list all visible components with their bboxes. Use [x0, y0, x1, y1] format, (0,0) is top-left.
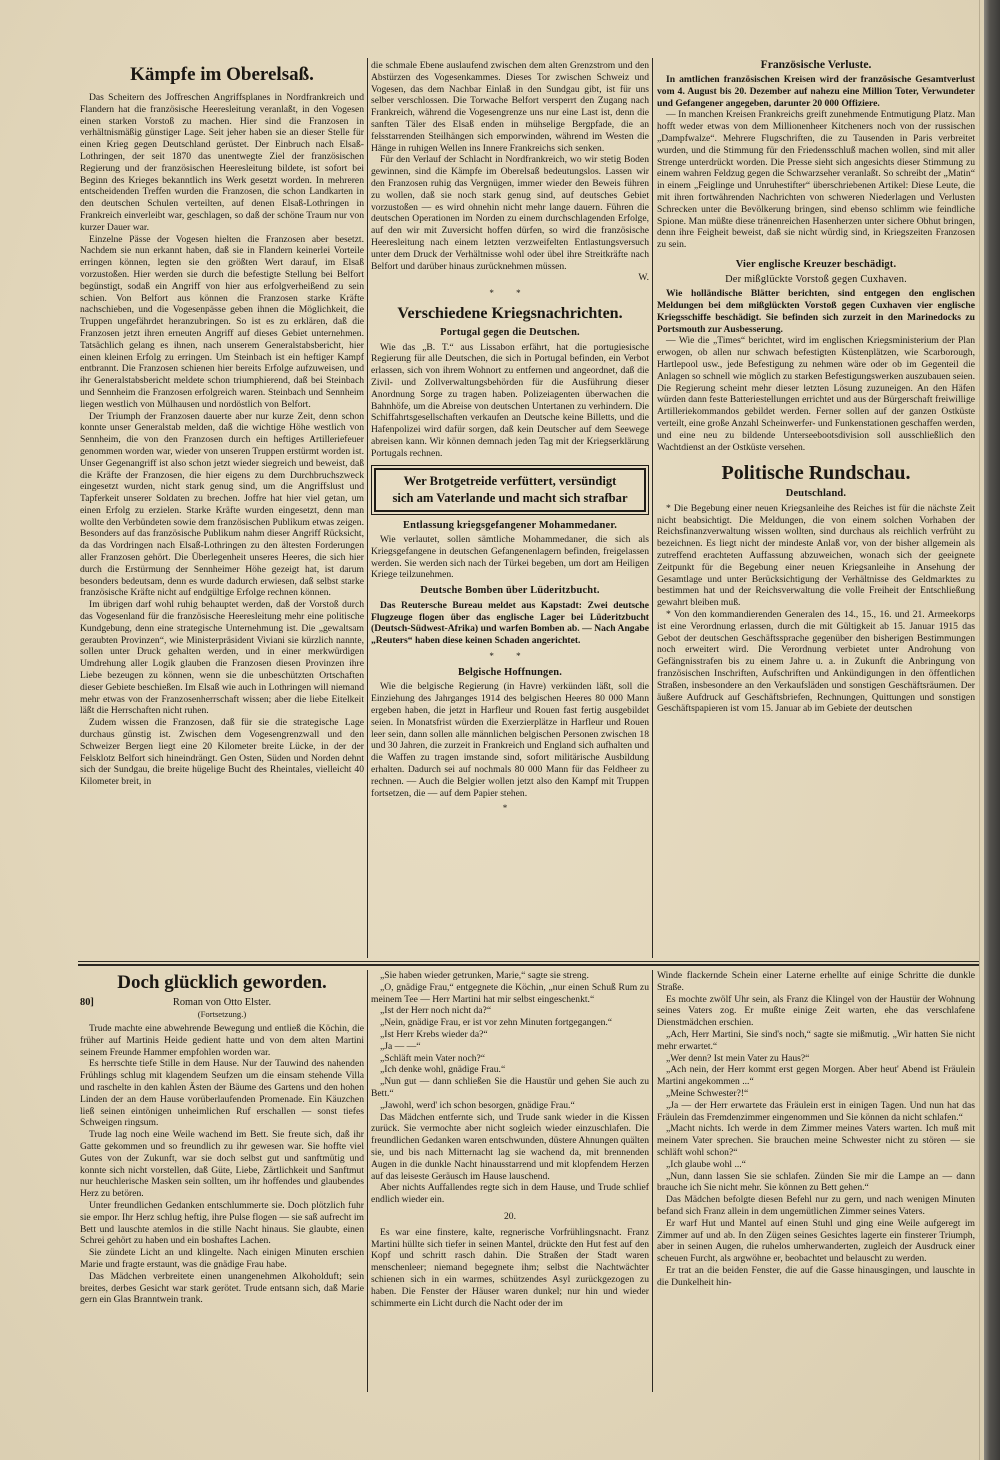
article-paragraph: Für den Verlauf der Schlacht in Nordfrankreich, wo wir stetig Boden gewinnen, sind die Kämpfe im Oberelsaß bedeutungslos. Lassen wir den Franzosen ruhig das Vergnügen, immer wieder den Beweis führen zu wollen, daß sie noch stark genug sind, auf deutsches Gebiet vorzustoßen — es wird ohnehin nicht mehr lange dauern. Führen die deutschen Operationen im Norden zu einem durchschlagenden Erfolge, auf den wir mit Zuversicht hoffen dürfen, so wird die französische Heeresleitung nach einem letzten verzweifelten Entlastungsversuch unter dem Druck der Verhältnisse wohl oder übel ihre Streitkräfte nach Belfort und darüber hinaus zurücknehmen müssen.	[371, 154, 649, 272]
article-paragraph: Der Triumph der Franzosen dauerte aber nur kurze Zeit, denn schon konnte unser Generalstab melden, daß die wichtige Höhe westlich von Sennheim, die von den Franzosen durch ein heftiges Artilleriefeuer genommen worden war, wieder von unseren Truppen erstürmt worden ist. Unser Gegenangriff ist also schon jetzt wieder siegreich und beweist, daß die Kräfte der Franzosen, die hier eigens zu dem Durchbruchszweck eingesetzt wurden, nicht stark genug sind, um die Angriffslust und Tapferkeit unserer Soldaten zu brechen. Joffre hat hier viel getan, um einen Erfolg zu erzielen. Starke Kräfte wurden eingesetzt, denn man wollte den Verbündeten sowie dem französischen Publikum etwas zeigen. Besonders auf das französische Publikum nahm dieser Angriff Rücksicht, da das Vordringen nach Elsaß-Lothringen zu den ältesten Forderungen aller Franzosen gehört. Die Überlegenheit unseres Heeres, die sich hier durch die Erstürmung der Sennheimer Höhe gezeigt hat, ist darum besonders bedeutsam, denn es wurde dadurch erwiesen, daß selbst starke französische Kräfte nicht auf endgültige Erfolge rechnen können.	[80, 410, 364, 599]
novel-paragraph: Winde flackernde Schein einer Laterne erhellte auf einige Schritte die dunkle Straße.	[657, 970, 975, 993]
novel-paragraph: „Ja — der Herr erwartete das Fräulein erst in einigen Tagen. Und nun hat das Fräulein das Fremdenzimmer eingenommen und Sie können da nicht schlafen.“	[657, 1099, 975, 1123]
section-rule	[78, 964, 979, 966]
separator: *	[502, 803, 518, 814]
article-title: Kämpfe im Oberelsaß.	[130, 64, 314, 85]
section-title: Politische Rundschau.	[721, 462, 911, 485]
article-heading: Portugal gegen die Deutschen.	[440, 326, 580, 338]
novel-paragraph: „Ist der Herr noch nicht da?“	[380, 1005, 492, 1017]
novel-paragraph: Das Mädchen entfernte sich, und Trude sank wieder in die Kissen zurück. Sie vermochte aber nicht sogleich wieder einzuschlafen. Die freundlichen Gedanken waren entschwunden, düstere Ahnungen quälten sie, und bis nach Mitternacht lag sie wachend da, mit brennenden Augen in die dunkle Nacht hinausstarrend und mit klopfendem Herzen auf das leiseste Geräusch im Hause lauschend.	[371, 1111, 649, 1182]
novel-paragraph: „Ja — —“	[380, 1040, 421, 1052]
novel-byline	[80, 996, 364, 1009]
column-rule	[652, 58, 653, 958]
article-paragraph: die schmale Ebene auslaufend zwischen dem alten Grenzstrom und den Abstürzen des Vogesenkammes. Dieses Tor zwischen Schweiz und Vogesen, das dem Nachbar Einlaß in den Sundgau gibt, ist für uns selber verschlossen. Die Torwache Belfort versperrt den Zugang nach Frankreich, während die Vogesengrenze uns nur eine Last ist, denn die sanften Täler des Elsaß enden in mühselige Bergpfade, die an felsstarrenden Steilhängen sich emporwinden, während im Westen die Hänge in ruhigen Wellen ins Innere Frankreichs sich senken.	[371, 60, 649, 154]
article-heading: Entlassung kriegsgefangener Mohammedaner.	[403, 519, 617, 531]
novel-paragraph: Er trat an die beiden Fenster, die auf die Gasse hinausgingen, und lauschte in die Dunkelheit hin-	[657, 1264, 975, 1288]
section-title: Verschiedene Kriegsnachrichten.	[397, 304, 623, 322]
article-paragraph: Das Reutersche Bureau meldet aus Kapstadt: Zwei deutsche Flugzeuge flogen über das englische Lager bei Lüderitzbucht (Deutsch-Südwest-Afrika) und warfen Bomben ab. — Nach Angabe „Reuters“ haben diese keinen Schaden angerichtet.	[371, 599, 649, 647]
novel-paragraph: „Meine Schwester?!“	[666, 1087, 749, 1099]
novel-paragraph: „Nun gut — dann schließen Sie die Haustür und gehen Sie auch zu Bett.“	[371, 1076, 649, 1099]
column-rule	[367, 58, 368, 958]
novel-paragraph: „Nein, gnädige Frau, er ist vor zehn Minuten fortgegangen.“	[380, 1017, 613, 1029]
lower-column-3	[657, 970, 975, 1392]
continuation-note: (Fortsetzung.)	[197, 1009, 247, 1019]
article-heading: Deutsche Bomben über Lüderitzbucht.	[420, 585, 600, 597]
article-heading: Vier englische Kreuzer beschädigt.	[735, 258, 897, 270]
article-paragraph: — In manchen Kreisen Frankreichs greift zunehmende Entmutigung Platz. Man hofft weder etwas von dem Millionenheer Kitcheners noch von der russischen „Dampfwalze“. Mehrere Flugschriften, die zu Tausenden in Paris verbreitet wurden, und die Stimmung für den Friedensschluß machen wollen, sind mit aller Strenge unterdrückt worden. Die Presse sieht sich angesichts dieser Stimmung zu einem wahren Feldzug gegen die Schwarzseher veranlaßt. So schreibt der „Matin“ in einem „Feiglinge und Unruhestifter“ überschriebenen Artikel: Diese Leute, die mit ihren fortwährenden Nachrichten von schweren Niederlagen und Verlusten Schrecken unter die Bevölkerung bringen, sind ebenso schlimm wie feindliche Spione. Man müßte diese tränenreichen Hasenherzen unter sichere Obhut bringen, denn ihre Feigheit beweist, daß sie nicht würdig sind, in Kriegszeiten Franzosen zu sein.	[657, 109, 975, 251]
section-rule	[78, 961, 979, 962]
page-fold-line	[979, 0, 980, 1460]
article-paragraph: Zudem wissen die Franzosen, daß für sie die strategische Lage durchaus günstig ist. Zwischen dem Vogesengrenzwall und den Schweizer Bergen liegt eine 20 Kilometer breite Lücke, in der der Felsklotz Belfort sich hineindrängt. Gen Osten, Süden und Norden dehnt sich der Sundgau, die breite hügelige Bucht des Rheintales, vielleicht 40 Kilometer breit, in	[80, 717, 364, 788]
novel-paragraph: Das Mädchen befolgte diesen Befehl nur zu gern, und nach wenigen Minuten befand sich Franz allein in dem ungemütlichen Zimmer seines Vaters.	[657, 1194, 975, 1217]
novel-paragraph: Es mochte zwölf Uhr sein, als Franz die Klingel von der Haustür der Wohnung seines Vaters zog. Er mußte einige Zeit warten, ehe das verschlafene Dienstmädchen erschien.	[657, 993, 975, 1029]
novel-paragraph: „Nun, dann lassen Sie sie schlafen. Zünden Sie mir die Lampe an — dann brauche ich Sie nicht mehr. Sie können zu Bett gehen.“	[657, 1170, 975, 1194]
article-paragraph: Einzelne Pässe der Vogesen hielten die Franzosen aber besetzt. Nachdem sie nun erkannt haben, daß sie in Flandern keinerlei Vorteile erringen können, legten sie den größten Wert darauf, im Elsaß vorzustoßen. Hier werden sie durch die befestigte Stellung bei Belfort begünstigt, sodaß ein Angriff von hier aus erfolgverheißend zu sein schien. Von Belfort aus können die Franzosen starke Kräfte nachschieben, und die Vogesenpässe geben ihnen die Möglichkeit, die Truppen ungefährdet heranzubringen. So ist es zu erklären, daß die Franzosen jetzt ihren erneuten Angriff auf dieses Gebiet unternehmen. Tatsächlich gelang es ihnen, nach unserem Generalstabsbericht, hier einen kleinen Erfolg zu erringen. Um Steinbach ist ein heftiger Kampf entbrannt. Die Franzosen schienen hier bereits Erfolge aufzuweisen, und ihr Generalstabsbericht meldete schon triumphierend, daß bei Steinbach und Sennheim die Franzosen erfolgreich waren. Steinbach und Sennheim liegen westlich von Mülhausen und nordöstlich von Belfort.	[80, 233, 364, 410]
article-paragraph: Wie das „B. T.“ aus Lissabon erfährt, hat die portugiesische Regierung für alle Deutschen, die sich in Portugal befinden, ein Verbot erlassen, sich von ihrem Wohnort zu entfernen und angeordnet, daß die Zivil- und Zollverwaltungsbehörden für die Ausführung dieser Anordnung Sorge zu tragen haben. Polizeiagenten überwachen die Bahnhöfe, um die Abreise von deutschen Untertanen zu verhindern. Die Schiffahrtsgesellschaften verkaufen an Deutsche keine Billetts, und die Hafenpolizei wird dafür sorgen, daß kein Deutscher auf dem Seewege abreisen kann. Wir können demnach jeden Tag mit der Kriegserklärung Portugals rechnen.	[371, 341, 649, 459]
novel-paragraph: Es herrschte tiefe Stille in dem Hause. Nur der Tauwind des nahenden Frühlings schlug mit klagendem Seufzen um die einsam stehende Villa und raschelte in den kahlen Ästen der Bäume des Gartens und den hohen Linden der an dem Hause vorüberlaufenden Promenade. Ein Käuzchen ließ seinen eintönigen unheimlichen Ruf erschallen — sonst tiefes Schweigen ringsum.	[80, 1058, 364, 1129]
article-heading: Belgische Hoffnungen.	[457, 666, 563, 678]
novel-paragraph: „Wer denn? Ist mein Vater zu Haus?“	[666, 1052, 810, 1064]
novel-paragraph: „Schläft mein Vater noch?“	[380, 1052, 486, 1064]
novel-paragraph: „Jawohl, werd' ich schon besorgen, gnädige Frau.“	[380, 1099, 575, 1111]
scan-edge	[984, 0, 1000, 1460]
novel-paragraph: „Ach nein, der Herr kommt erst gegen Morgen. Aber heut' Abend ist Fräulein Martini angekommen ...“	[657, 1064, 975, 1088]
column-rule	[652, 970, 653, 1392]
chapter-number: 20.	[504, 1210, 516, 1222]
novel-paragraph: Trude lag noch eine Weile wachend im Bett. Sie freute sich, daß ihr Gatte gekommen und so freundlich zu ihr gewesen war. Sie hoffte viel Gutes von der Zukunft, war sie doch selbst gut und sanftmütig und konnte sich nicht vorstellen, daß Güte, Liebe, Zärtlichkeit und Sanftmut nur heuchlerische Masken sein sollten, um ihr hoffendes und glaubendes Herz zu betören.	[80, 1129, 364, 1200]
separator: * *	[489, 288, 531, 299]
novel-paragraph: Es war eine finstere, kalte, regnerische Vorfrühlingsnacht. Franz Martini hüllte sich tiefer in seinen Mantel, drückte den Hut fest auf den Kopf und schritt rasch dahin. Die Straßen der Stadt waren menschenleer; niemand begegnete ihm; selbst die Nachtwächter schienen sich in ein warmes, schützendes Asyl zurückgezogen zu haben. Die Fenster der Häuser waren dunkel; nur hin und wieder schimmerte ein Licht durch die Nacht oder der im	[371, 1226, 649, 1309]
novel-paragraph: „Ich denke wohl, gnädige Frau.“	[380, 1064, 506, 1076]
novel-paragraph: „Sie haben wieder getrunken, Marie,“ sagte sie streng.	[380, 970, 589, 981]
article-paragraph: Wie die belgische Regierung (in Havre) verkünden läßt, soll die Einziehung des Jahrganges 1914 des belgischen Heeres 80 000 Mann ergeben haben, die jetzt in Harfleur und Rouen fast fertig ausgebildet seien. In Monatsfrist würden die Exerzierplätze in Harfleur und Rouen leer sein, dann sollen alle männlichen belgischen Personen zwischen 18 und 30 Jahren, die zurzeit in Frankreich und England sich aufhalten und die Waffen zu tragen imstande sind, sofort militärische Ausbildung erhalten. Dadurch sei auf nochmals 80 000 Mann für das Feldheer zu rechnen. — Auch die Belgier wollen jetzt also den Kampf mit Truppen fortsetzen, die — auf dem Papier stehen.	[371, 681, 649, 799]
notice-line: sich am Vaterlande und macht sich strafbar	[392, 490, 628, 505]
upper-column-2	[371, 60, 649, 958]
novel-paragraph: Er warf Hut und Mantel auf einen Stuhl und ging eine Weile aufgeregt im Zimmer auf und ab. In den Zügen seines Gesichtes lagerte ein finsterer Triumph, aber in seinen Augen, die ruhelos umherwanderten, zugleich der Ausdruck einer scheuen Furcht, als argwöhne er, beobachtet und belauscht zu werden.	[657, 1217, 975, 1265]
novel-paragraph: „Macht nichts. Ich werde in dem Zimmer meines Vaters warten. Ich muß mit meinem Vater sprechen. Sie brauchen meine Schwester nicht zu stören — sie schläft wohl schon?“	[657, 1123, 975, 1158]
novel-title: Doch glücklich geworden.	[117, 972, 327, 993]
article-heading: Französische Verluste.	[760, 58, 872, 71]
author-signature: W.	[638, 272, 649, 284]
article-subheading: Deutschland.	[785, 488, 847, 500]
novel-paragraph: Das Mädchen verbreitete einen unangenehmen Alkoholduft; sein breites, derbes Gesicht war stark gerötet. Trude entsann sich, daß Marie gern ein Glas Branntwein trank.	[80, 1270, 364, 1306]
novel-paragraph: „Ich glaube wohl ...“	[666, 1158, 746, 1170]
notice-line: Wer Brotgetreide verfüttert, versündigt	[403, 473, 617, 488]
novel-paragraph: Aber nichts Auffallendes regte sich in dem Hause, und Trude schlief endlich wieder ein.	[371, 1182, 649, 1206]
article-subheading: Der mißglückte Vorstoß gegen Cuxhaven.	[725, 273, 907, 285]
novel-paragraph: Trude machte eine abwehrende Bewegung und entließ die Köchin, die früher auf Martinis Heide gedient hatte und von dem alten Martini seinem Freunde Hammer empfohlen worden war.	[80, 1023, 364, 1058]
separator: * *	[489, 651, 531, 662]
novel-paragraph: Unter freundlichen Gedanken entschlummerte sie. Doch plötzlich fuhr sie empor. Ihr Herz schlug heftig, ihre Pulse flogen — sie saß aufrecht im Bett und lauschte atemlos in die stille Nacht hinaus. Sie glaubte, einen Schrei gehört zu haben und ein boshaftes Lachen.	[80, 1199, 364, 1247]
article-paragraph: — Wie die „Times“ berichtet, wird im englischen Kriegsministerium der Plan erwogen, ob allen nur schwach befestigten Küstenplätzen, wie Scarborough, Hartlepool usw., jede Befestigung zu nehmen wäre oder ob im Gegenteil die Anlagen so schnell wie möglich zu starken Befestigungswerken auszubauen seien. Die Regierung scheint mehr dieser letzten Lösung zuzuneigen. An den Häfen würden dann feste Batteriestellungen errichtet und aus der Bürgerschaft freiwillige Artilleriekommandos gebildet werden. Ferner sollen auf der ganzen Ostküste verteilt, eine große Anzahl Scheinwerfer- und Funkenstationen geschaffen werden, und eine neu zu bildende Unterseebootsdivision soll ausschließlich den Wachtdienst an der Ostküste versehen.	[657, 335, 975, 453]
article-lead: Wie holländische Blätter berichten, sind entgegen den englischen Meldungen bei dem mißglückten Vorstoß gegen Cuxhaven vier englische Kriegsschiffe beschädigt. Sie befinden sich zurzeit in den Marinedocks zu Portsmouth zur Ausbesserung.	[657, 288, 975, 335]
column-rule	[367, 970, 368, 1392]
article-paragraph: Im übrigen darf wohl ruhig behauptet werden, daß der Vorstoß durch das Vogesenland für die französische Heeresleitung mehr eine politische Kundgebung, denn eine strategische Unternehmung ist. Die „gewaltsam geraubten Provinzen“, wie Ministerpräsident Viviani sie kürzlich nannte, sollen unter Druck gehalten werden, und in einer merkwürdigen Umdrehung aller Logik glauben die Franzosen diesen Provinzen ihre Liebe bezeugen zu können, wenn sie die unbeschützten Ortschaften dieser Gebiete beschießen. Im Elsaß wie auch in Lothringen will niemand mehr etwas von der Franzosenherrschaft wissen; aber die liebe Eitelkeit läßt die Herrschaften nicht ruhen.	[80, 599, 364, 717]
article-paragraph: * Von den kommandierenden Generalen des 14., 15., 16. und 21. Armeekorps ist eine Verordnung erlassen, durch die mit Gültigkeit ab 15. Januar 1915 das Gebot der deutschen Geschäftssprache gegenüber den bisherigen Bestimmungen noch erweitert wird. Die Verordnung verbietet unter Androhung von Gefängnisstrafen bis zu einem Jahre u. a. in Zukunft die Anbringung von französischen Inschriften, Aufschriften und Ankündigungen in den öffentlichen Straßen, insbesondere an den Verkaufsläden und sonstigen Geschäftsräumen. Der äußere Aufdruck auf Geschäftsbriefen, Rechnungen, Quittungen und sonstigen Geschäftspapieren ist vom 15. Januar ab im Gebiete der deutschen	[657, 609, 975, 715]
lower-column-2	[371, 970, 649, 1392]
novel-paragraph: „Ach, Herr Martini, Sie sind's noch,“ sagte sie mißmutig. „Wir hatten Sie nicht mehr erwartet.“	[657, 1028, 975, 1052]
novel-paragraph: Sie zündete Licht an und klingelte. Nach einigen Minuten erschien Marie und fragte erstaunt, was die gnädige Frau habe.	[80, 1247, 364, 1270]
novel-paragraph: „Ist Herr Krebs wieder da?“	[380, 1028, 488, 1040]
article-paragraph: Wie verlautet, sollen sämtliche Mohammedaner, die sich als Kriegsgefangene in deutschen Gefangenenlagern befinden, freigelassen werden. Sie werden sich nach der Türkei begeben, um dort am Heiligen Kriege teilzunehmen.	[371, 534, 649, 581]
author-byline: Roman von Otto Elster.	[172, 997, 272, 1008]
lower-column-1	[80, 970, 364, 1392]
notice-box	[374, 468, 646, 512]
article-paragraph: * Die Begebung einer neuen Kriegsanleihe des Reiches ist für die nächste Zeit nicht beabsichtigt. Die Meldungen, die von einem solchen Vorhaben der Reichsfinanzverwaltung wissen wollten, sind durchaus als reichlich verfrüht zu bezeichnen. Es liegt nicht der mindeste Anlaß vor, von der bisher allgemein als zutreffend erachteten Auffassung abzuweichen, wonach sich der geeignete Zeitpunkt für die Begebung einer neuen Kriegsanleihe in Ansehung der Gesamtlage und unter Berücksichtigung der Verhältnisse des Geldmarktes zu bestimmen hat und der Reichsverwaltung die volle Freiheit der Entschließung gewahrt bleiben muß.	[657, 502, 975, 609]
upper-column-3	[657, 58, 975, 958]
upper-column-1	[80, 60, 364, 958]
installment-number: 80]	[80, 997, 94, 1008]
novel-paragraph: „O, gnädige Frau,“ entgegnete die Köchin, „nur einen Schuß Rum zu meinem Tee — Herr Martini hat mir selbst eingeschenkt.“	[371, 981, 649, 1005]
article-lead: In amtlichen französischen Kreisen wird der französische Gesamtverlust vom 4. August bis 20. Dezember auf nahezu eine Million Toter, Verwundeter und Gefangener angegeben, darunter 20 000 Offiziere.	[657, 74, 975, 109]
article-paragraph: Das Scheitern des Joffreschen Angriffsplanes in Nordfrankreich und Flandern hat die französische Heeresleitung veranlaßt, in den Vogesen einen starken Vorstoß zu machen. Hier sind die Franzosen in verhältnismäßig günstiger Lage. Seit jeher haben sie an dieser Stelle für einen Krieg gegen Deutschland gerüstet. Der Einbruch nach Elsaß-Lothringen, der seit 1870 das unentwegte Ziel der französischen Regierung und der französischen Heeresleitung bildete, ist sofort bei Beginn des Krieges bekanntlich ins Werk gesetzt worden. In mehreren entscheidenden Treffen wurden die Franzosen, die schon Landkarten in den deutschen Schulen verteilten, auf denen Elsaß-Lothringen in Frankreich einverleibt war, geschlagen, so daß der schöne Traum nur von kurzer Dauer war.	[80, 92, 364, 233]
